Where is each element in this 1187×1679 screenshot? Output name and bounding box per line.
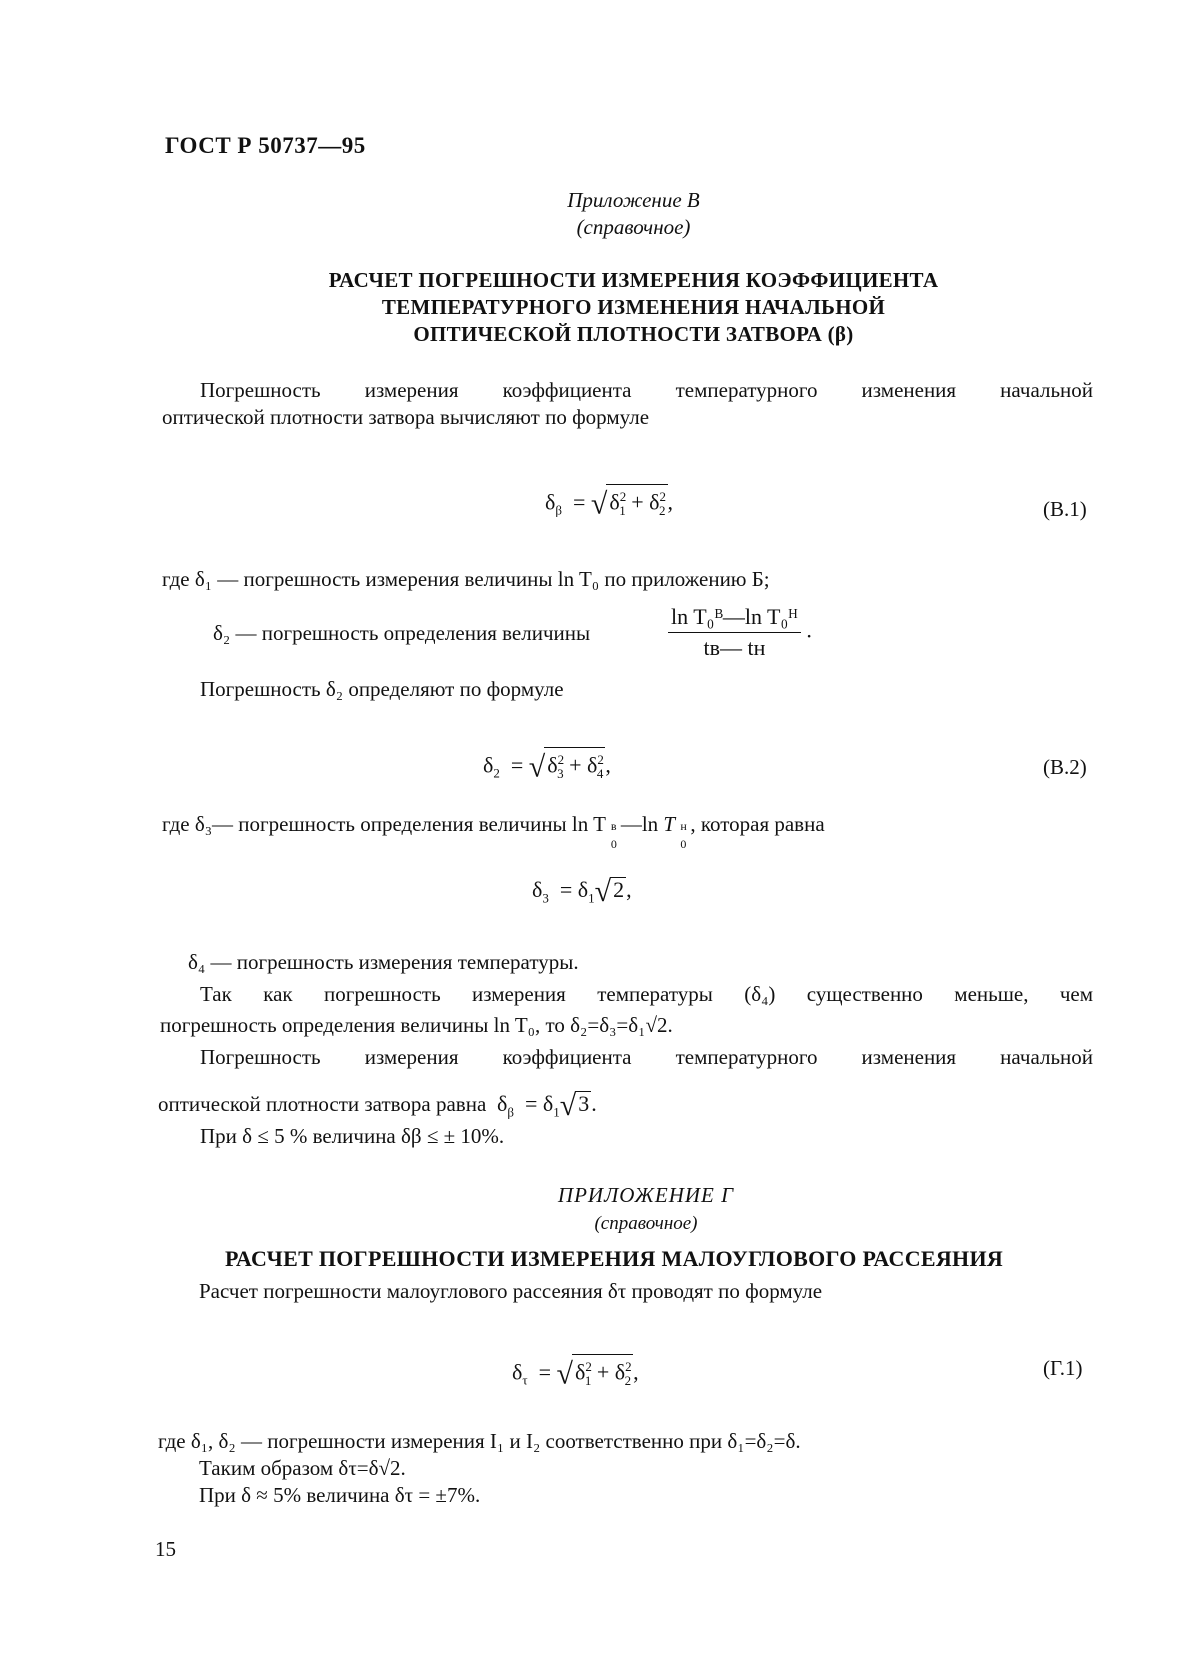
- page-number: 15: [155, 1537, 176, 1561]
- where-delta-3-suffix: , которая равна: [690, 812, 825, 836]
- annex-g-kind: (справочное): [594, 1213, 698, 1234]
- document-code: ГОСТ Р 50737—95: [165, 133, 366, 158]
- fraction-lnT0-diff: $\frac{\text{ln T₀ᴮ—ln T₀ᴴ}}{tв— tн}$ .: [668, 604, 812, 661]
- annex-b-kind: (справочное): [576, 215, 691, 239]
- annex-b-title-line-2: ТЕМПЕРАТУРНОГО ИЗМЕНЕНИЯ НАЧАЛЬНОЙ: [381, 295, 886, 319]
- annex-g-thus: Таким образом δτ=δ√2.: [199, 1456, 406, 1480]
- paragraph-4: При δ ≤ 5 % величина δβ ≤ ± 10%.: [200, 1124, 505, 1148]
- annex-b-title-line-1: РАСЧЕТ ПОГРЕШНОСТИ ИЗМЕРЕНИЯ КОЭФФИЦИЕНТА: [328, 268, 939, 292]
- delta-4-description: δ₄ — погрешность измерения температуры.: [188, 950, 579, 974]
- formula-b1: $\delta_\beta = √\delta^2_1 + \delta^2_2$,: [545, 484, 673, 522]
- formula-delta-beta: $\delta_\beta = \delta_1√3$.: [491, 1089, 597, 1122]
- paragraph-3-text: оптической плотности затвора равна: [158, 1092, 487, 1116]
- intro-line-2: оптической плотности затвора вычисляют по формуле: [162, 405, 650, 429]
- formula-delta-3: $\delta_3 = \delta_1√2$,: [532, 875, 632, 908]
- annex-g-final: При δ ≈ 5% величина δτ = ±7%.: [199, 1483, 481, 1507]
- where-delta-1: где δ₁ — погрешность измерения величины ln T₀ по приложению Б;: [162, 567, 770, 591]
- annex-g-intro: Расчет погрешности малоуглового рассеяния δτ проводят по формуле: [199, 1279, 823, 1303]
- annex-g-label: ПРИЛОЖЕНИЕ Г: [557, 1183, 735, 1207]
- fraction-numerator: ln T₀ᴮ—ln T₀ᴴ: [668, 604, 801, 633]
- paragraph-2-line-1: Так как погрешность измерения температуры (δ₄) существенно меньше, чем: [200, 982, 1093, 1006]
- equation-number-b2: (В.2): [1043, 755, 1087, 779]
- paragraph-3-line-2: [158, 1089, 597, 1123]
- where-delta-3-text: где δ₃— погрешность определения величины ln T: [162, 812, 606, 836]
- delta-2-intro: Погрешность δ₂ определяют по формуле: [200, 677, 564, 701]
- where-delta-3: где δ₃— погрешность определения величины ln T в 0 —ln T н 0 , которая равна: [162, 812, 825, 851]
- annex-b-title-line-3: ОПТИЧЕСКОЙ ПЛОТНОСТИ ЗАТВОРА (β): [413, 322, 854, 346]
- delta-2-description: δ₂ — погрешность определения величины: [213, 621, 591, 645]
- fraction-denominator: tв— tн: [703, 635, 766, 660]
- equation-number-b1: (В.1): [1043, 497, 1087, 521]
- annex-g-where: где δ₁, δ₂ — погрешности измерения I₁ и I₂ соответственно при δ₁=δ₂=δ.: [158, 1429, 801, 1453]
- paragraph-2-line-2: погрешность определения величины ln T₀, то δ₂=δ₃=δ₁√2.: [160, 1013, 673, 1037]
- paragraph-3-line-1: Погрешность измерения коэффициента температурного изменения начальной: [200, 1045, 1093, 1069]
- annex-b-label: Приложение В: [567, 188, 700, 212]
- annex-g-title: РАСЧЕТ ПОГРЕШНОСТИ ИЗМЕРЕНИЯ МАЛОУГЛОВОГО РАССЕЯНИЯ: [225, 1246, 1004, 1271]
- intro-line-1: Погрешность измерения коэффициента температурного изменения начальной: [200, 378, 1093, 402]
- formula-b2: $\delta_2 = √\delta^2_3 + \delta^2_4$,: [483, 747, 611, 785]
- equation-number-g1: (Г.1): [1043, 1356, 1083, 1380]
- formula-g1: $\delta_\tau = √\delta^2_1 + \delta^2_2$,: [512, 1354, 639, 1392]
